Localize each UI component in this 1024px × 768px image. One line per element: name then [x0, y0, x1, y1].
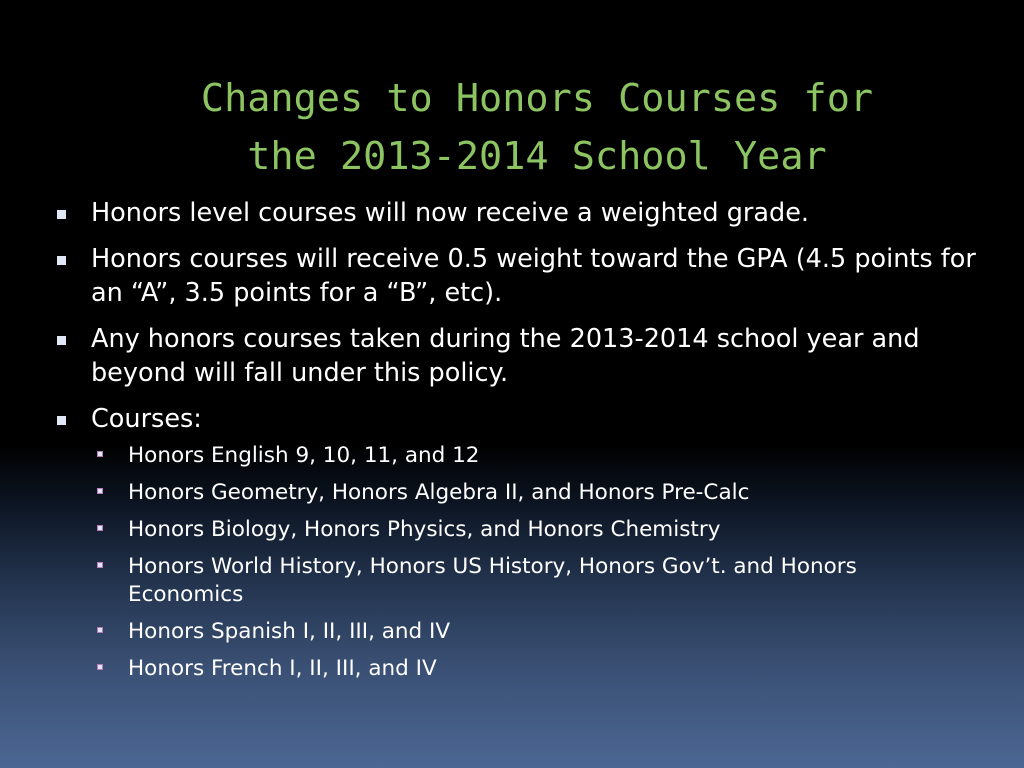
course-text: Honors World History, Honors US History, Honors Gov’t. and Honors Economics: [128, 554, 857, 607]
bullet-item: [91, 402, 991, 683]
course-text: Honors Biology, Honors Physics, and Honors Chemistry: [128, 517, 721, 542]
bullet-item: [91, 322, 991, 390]
square-bullet-icon: [57, 336, 66, 345]
course-text: Honors Geometry, Honors Algebra II, and Honors Pre-Calc: [128, 480, 750, 505]
course-item: [128, 479, 948, 507]
square-bullet-icon: [57, 256, 66, 265]
square-bullet-icon: [57, 210, 66, 219]
hollow-square-bullet-icon: [97, 451, 103, 457]
course-item: [128, 553, 948, 609]
hollow-square-bullet-icon: [97, 525, 103, 531]
courses-sublist: [91, 442, 991, 683]
course-item: [128, 442, 948, 470]
bullet-item: [91, 242, 991, 310]
bullet-text: Honors courses will receive 0.5 weight toward the GPA (4.5 points for an “A”, 3.5 points for a “B”, etc).: [91, 244, 976, 308]
slide-title: Changes to Honors Courses for the 2013-2014 School Year: [200, 76, 874, 179]
bullet-item: [91, 196, 991, 230]
course-item: [128, 618, 948, 646]
bullet-text: Any honors courses taken during the 2013-2014 school year and beyond will fall under this policy.: [91, 324, 920, 388]
bullet-list: [0, 196, 1024, 695]
hollow-square-bullet-icon: [97, 562, 103, 568]
square-bullet-icon: [57, 416, 66, 425]
bullet-text: Courses:: [91, 404, 202, 434]
hollow-square-bullet-icon: [97, 627, 103, 633]
course-item: [128, 655, 948, 683]
course-text: Honors French I, II, III, and IV: [128, 656, 437, 681]
course-text: Honors Spanish I, II, III, and IV: [128, 619, 451, 644]
course-item: [128, 516, 948, 544]
hollow-square-bullet-icon: [97, 488, 103, 494]
course-text: Honors English 9, 10, 11, and 12: [128, 443, 480, 468]
hollow-square-bullet-icon: [97, 664, 103, 670]
bullet-text: Honors level courses will now receive a weighted grade.: [91, 198, 809, 228]
